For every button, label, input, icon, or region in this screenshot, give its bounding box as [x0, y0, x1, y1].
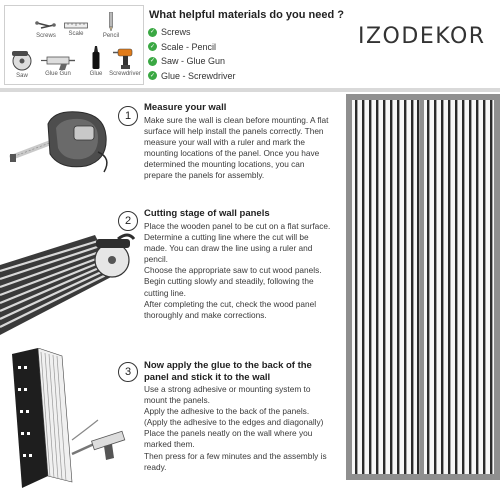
glue-gun-label: Glue Gun	[45, 71, 71, 77]
tool-screwdriver	[109, 46, 141, 77]
slat-panel-left	[352, 100, 420, 474]
tool-pencil	[99, 12, 123, 39]
check-icon: ✓	[149, 29, 156, 36]
screws-icon	[35, 20, 57, 32]
materials-question: What helpful materials do you need ?	[149, 9, 344, 21]
screws-label: Screws	[36, 33, 56, 39]
step-body: Make sure the wall is clean before mounting. A flat surface will help install the panels correctly. Then measure your wall with a ruler and mark the mounting locations of the panel. Once you have determined the mounting locations, you can prepare the panels for assembly.	[144, 115, 329, 181]
material-item	[148, 54, 236, 69]
material-item	[148, 40, 236, 55]
slat-stripes-left	[352, 100, 420, 474]
step-title: Cutting stage of wall panels	[144, 208, 270, 219]
pencil-icon	[107, 12, 115, 32]
material-item	[148, 69, 236, 84]
step-number: 2	[118, 211, 138, 231]
step-number: 1	[118, 106, 138, 126]
material-label: Scale - Pencil	[161, 41, 217, 52]
glue-application-icon	[0, 348, 130, 496]
step-1	[0, 100, 340, 200]
glue-bottle-icon	[91, 46, 101, 70]
saw-label: Saw	[16, 73, 28, 79]
tools-illustration	[4, 5, 144, 85]
slat-stripes-right	[424, 100, 494, 474]
tool-glue-gun	[41, 52, 75, 77]
step-body: Place the wooden panel to be cut on a flat surface. Determine a cutting line where the cut will be made. You can draw the line using a ruler and pencil. Choose the appropriate saw to cut wood panels. Begin cutting slowly and steadily, following the cutting line. After completing the cut, check the wood panel thoroughly and make corrections.	[144, 221, 331, 320]
material-label: Screws	[161, 27, 191, 38]
step-3	[0, 358, 340, 498]
materials-list	[148, 25, 236, 83]
saw-icon	[8, 48, 36, 72]
slat-panel-right	[424, 100, 494, 474]
step-title: Measure your wall	[144, 102, 227, 113]
screwdriver-label: Screwdriver	[109, 71, 141, 77]
ruler-icon	[64, 22, 88, 30]
step-number: 3	[118, 362, 138, 382]
glue-gun-icon	[41, 52, 75, 70]
tool-scale	[63, 22, 89, 37]
scale-label: Scale	[68, 31, 84, 37]
section-divider	[0, 88, 500, 92]
tape-measure-icon	[8, 106, 116, 178]
tool-saw	[7, 48, 37, 79]
brand-logo: IZODEKOR	[358, 24, 486, 49]
check-icon: ✓	[149, 58, 156, 65]
panel-cutting-icon	[0, 225, 135, 340]
tool-glue	[85, 46, 107, 77]
tool-screws	[31, 20, 61, 39]
step-title: Now apply the glue to the back of the panel and stick it to the wall	[144, 360, 312, 383]
glue-label: Glue	[89, 71, 103, 77]
pencil-label: Pencil	[102, 33, 120, 39]
material-label: Saw - Glue Gun	[161, 56, 226, 67]
check-icon: ✓	[149, 43, 156, 50]
material-item	[148, 25, 236, 40]
material-label: Glue - Screwdriver	[161, 70, 236, 81]
step-body: Use a strong adhesive or mounting system to mount the panels. Apply the adhesive to the back of the panels. (Apply the adhesive to the edges and diagonally) Place the panels neatly on the wall where you marked them. Then press for a few minutes and the assembly is ready.	[144, 384, 327, 472]
step-2	[0, 205, 340, 355]
check-icon: ✓	[149, 72, 156, 79]
drill-icon	[113, 46, 137, 70]
materials-header	[0, 0, 500, 90]
